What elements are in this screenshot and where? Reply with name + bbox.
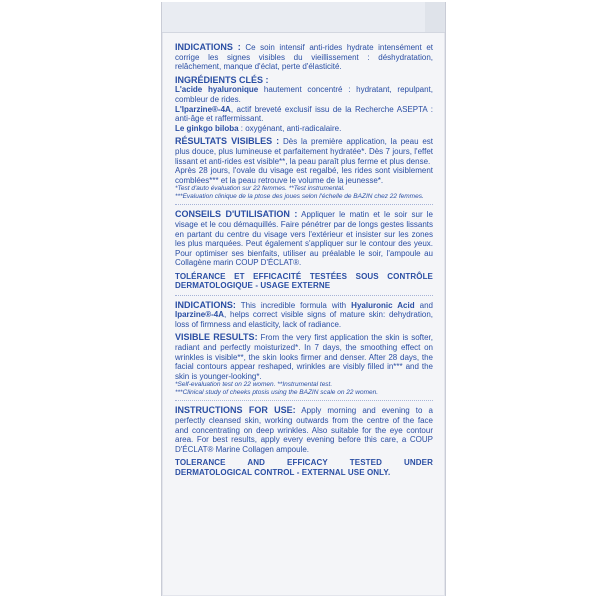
fr-results-title: RÉSULTATS VISIBLES : bbox=[175, 136, 280, 147]
divider bbox=[175, 295, 433, 296]
label-text-panel bbox=[175, 43, 433, 481]
en-indications-a: This incredible formula with bbox=[235, 300, 352, 310]
en-instructions bbox=[175, 406, 433, 454]
en-iparzine: Iparzine®-4A bbox=[175, 310, 225, 320]
fr-indications-title: INDICATIONS : bbox=[175, 42, 241, 52]
fr-note-1: *Test d'auto évaluation sur 22 femmes. **Test instrumental. bbox=[175, 185, 345, 193]
fr-advice-title: CONSEILS D'UTILISATION : bbox=[175, 209, 298, 220]
fr-results-p1: Dès la première application, la peau est plus douce, plus lumineuse et parfaitement hydratée*. Dès 7 jours, l'effet lissant et anti-rides est visible**, la peau paraît plus ferme et plus dense. bbox=[175, 137, 433, 166]
fr-ingredient-3-text: : oxygénant, anti-radicalaire. bbox=[238, 123, 342, 133]
en-indications-title: INDICATIONS: bbox=[175, 299, 236, 310]
en-note-2: ***Clinical study of cheeks ptosis using the BAZIN scale on 22 women. bbox=[175, 388, 379, 396]
fr-advice bbox=[175, 210, 433, 268]
en-indications-b: , helps correct visible signs of mature skin: dehydration, loss of firmness and elasticity, lack of radiance. bbox=[175, 310, 433, 329]
box-top-flap bbox=[162, 2, 445, 33]
en-indications bbox=[175, 301, 433, 330]
en-results-text: From the very first application the skin is softer, radiant and perfectly moisturized*. In 7 days, the smoothing effect on wrinkles is visible**, the skin looks firmer and denser. After 28 days, the facial contours appear reshaped, wrinkles are visibly filled in*** and the skin is younger-looking*. bbox=[175, 333, 433, 381]
fr-results-p2: Après 28 jours, l'ovale du visage est regalbé, les rides sont visiblement comblées*** et la peau retrouve le volume de la jeunesse*. bbox=[175, 166, 433, 185]
en-tolerance: TOLERANCE AND EFFICACY TESTED UNDER DERMATOLOGICAL CONTROL - EXTERNAL USE ONLY. bbox=[175, 458, 433, 477]
fr-note-2: ***Evaluation clinique de la ptose des joues selon l'échelle de BAZIN chez 22 femmes. bbox=[175, 192, 424, 200]
fr-ingredient-2-name: L'Iparzine®-4A bbox=[175, 104, 231, 114]
fr-ingredient-2-text: , actif breveté exclusif issu de la Recherche ASEPTA : anti-âge et raffermissant. bbox=[175, 104, 433, 124]
fr-advice-text: Appliquer le matin et le soir sur le visage et le cou démaquillés. Faire pénétrer par de longs gestes lissants en partant du centre du visage vers l'extérieur et insister sur les zones les plus marquées. Peut également s'appliquer sur le contour des yeux. Pour optimiser ses bienfaits, utiliser au préalable le soir, l'ampoule au Collagène marin COUP D'ÉCLAT®. bbox=[175, 210, 433, 268]
en-and: and bbox=[414, 300, 433, 310]
en-results bbox=[175, 333, 433, 396]
fr-indications-text: Ce soin intensif anti-rides hydrate intensément et corrige les signes visibles du vieillissement : déshydratation, relâchement, manque d'éclat, perte d'élasticité. bbox=[175, 43, 433, 72]
fr-ingredient-1-text: hautement concentré : hydratant, repulpant, combleur de rides. bbox=[175, 85, 433, 104]
fr-tolerance: TOLÉRANCE ET EFFICACITÉ TESTÉES SOUS CONTRÔLE DERMATOLOGIQUE - USAGE EXTERNE bbox=[175, 271, 433, 291]
fr-results bbox=[175, 137, 433, 200]
en-results-title: VISIBLE RESULTS: bbox=[175, 332, 258, 343]
box-side-tab bbox=[425, 2, 445, 32]
divider bbox=[175, 400, 433, 401]
en-note-1: *Self-evaluation test on 22 women. **Instrumental test. bbox=[175, 381, 333, 389]
fr-ingredient-1-name: L'acide hyaluronique bbox=[175, 85, 259, 95]
en-hyaluronic: Hyaluronic Acid bbox=[351, 300, 415, 310]
fr-ingredients-title: INGRÉDIENTS CLÉS : bbox=[175, 74, 269, 85]
fr-ingredients bbox=[175, 76, 433, 134]
en-instructions-text: Apply morning and evening to a perfectly cleansed skin, working outwards from the centre of the face and concentrating on deep wrinkles. Also suitable for the eye contour area. For best results, apply every evening before this care, a COUP D'ÉCLAT® Marine Collagen ampoule. bbox=[175, 406, 433, 454]
en-instructions-title: INSTRUCTIONS FOR USE: bbox=[175, 405, 296, 416]
fr-ingredient-3-name: Le ginkgo biloba bbox=[175, 123, 239, 133]
divider bbox=[175, 204, 433, 205]
fr-indications bbox=[175, 43, 433, 72]
